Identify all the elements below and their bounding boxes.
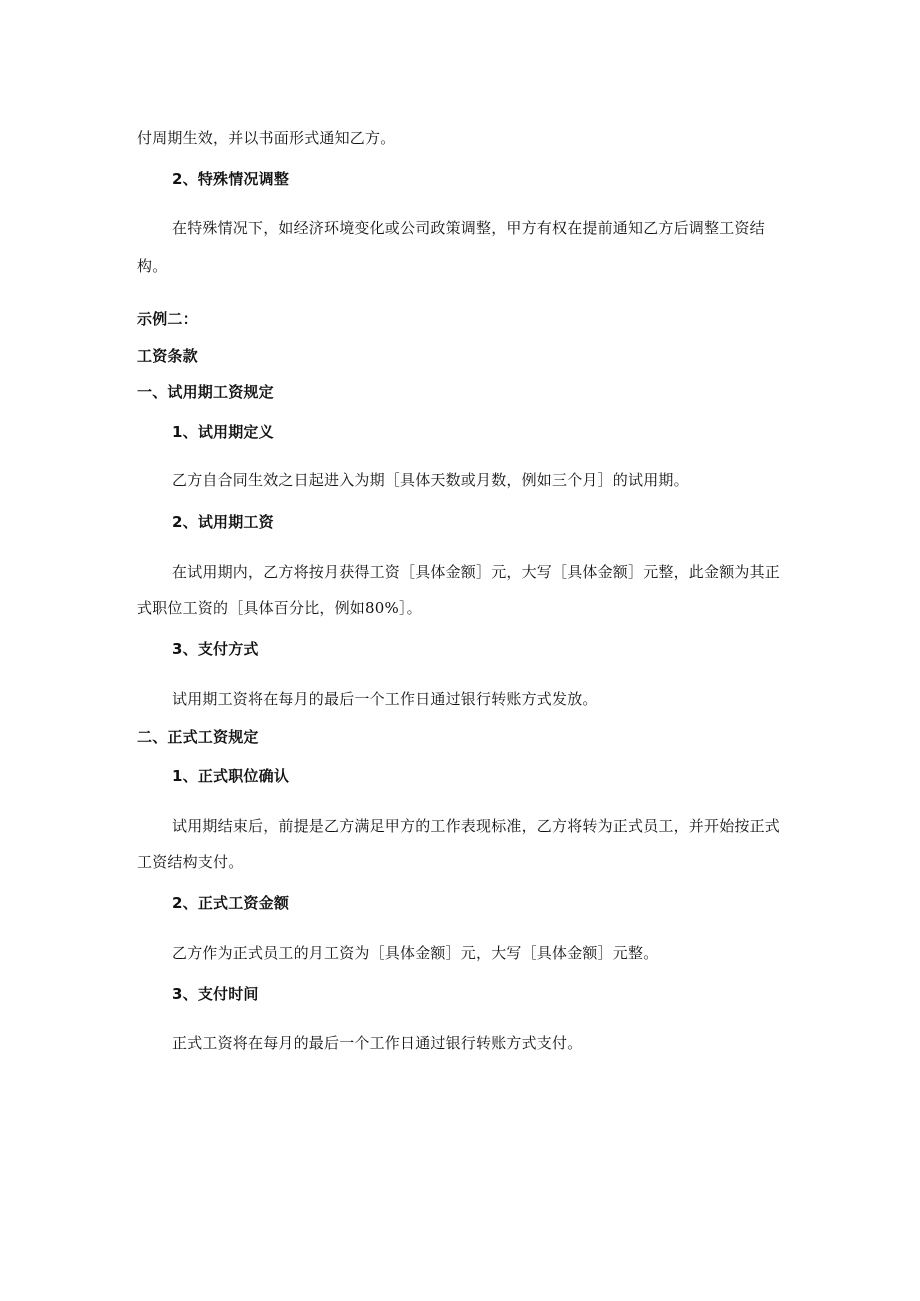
s2-item2-heading: 2、正式工资金额 [172, 894, 290, 912]
example-label: 示例二： [137, 310, 198, 328]
s2-item1-heading: 1、正式职位确认 [172, 767, 290, 785]
special-adjust-text-line1: 在特殊情况下，如经济环境变化或公司政策调整，甲方有权在提前通知乙方后调整工资结 [172, 219, 765, 237]
section2-heading: 二、正式工资规定 [137, 728, 259, 746]
s1-item3-text: 试用期工资将在每月的最后一个工作日通过银行转账方式发放。 [172, 690, 598, 708]
section1-heading: 一、试用期工资规定 [137, 383, 274, 401]
s2-item2-text: 乙方作为正式员工的月工资为［具体金额］元，大写［具体金额］元整。 [172, 944, 659, 962]
s1-item2-text-line1: 在试用期内，乙方将按月获得工资［具体金额］元，大写［具体金额］元整，此金额为其正 [172, 563, 781, 581]
s1-item2-heading: 2、试用期工资 [172, 513, 274, 531]
s1-item3-heading: 3、支付方式 [172, 640, 259, 658]
clause-title: 工资条款 [137, 347, 198, 365]
s1-item1-text: 乙方自合同生效之日起进入为期［具体天数或月数，例如三个月］的试用期。 [172, 471, 689, 489]
s2-item1-text-line1: 试用期结束后，前提是乙方满足甲方的工作表现标准，乙方将转为正式员工，并开始按正式 [172, 817, 781, 835]
special-adjust-heading: 2、特殊情况调整 [172, 170, 290, 188]
continuation-text: 付周期生效，并以书面形式通知乙方。 [137, 129, 396, 147]
s2-item3-heading: 3、支付时间 [172, 985, 259, 1003]
s2-item3-text: 正式工资将在每月的最后一个工作日通过银行转账方式支付。 [172, 1034, 583, 1052]
s1-item2-text-line2: 式职位工资的［具体百分比，例如80%］。 [137, 599, 422, 617]
special-adjust-text-line2: 构。 [137, 257, 168, 275]
s1-item1-heading: 1、试用期定义 [172, 423, 274, 441]
s2-item1-text-line2: 工资结构支付。 [137, 853, 244, 871]
